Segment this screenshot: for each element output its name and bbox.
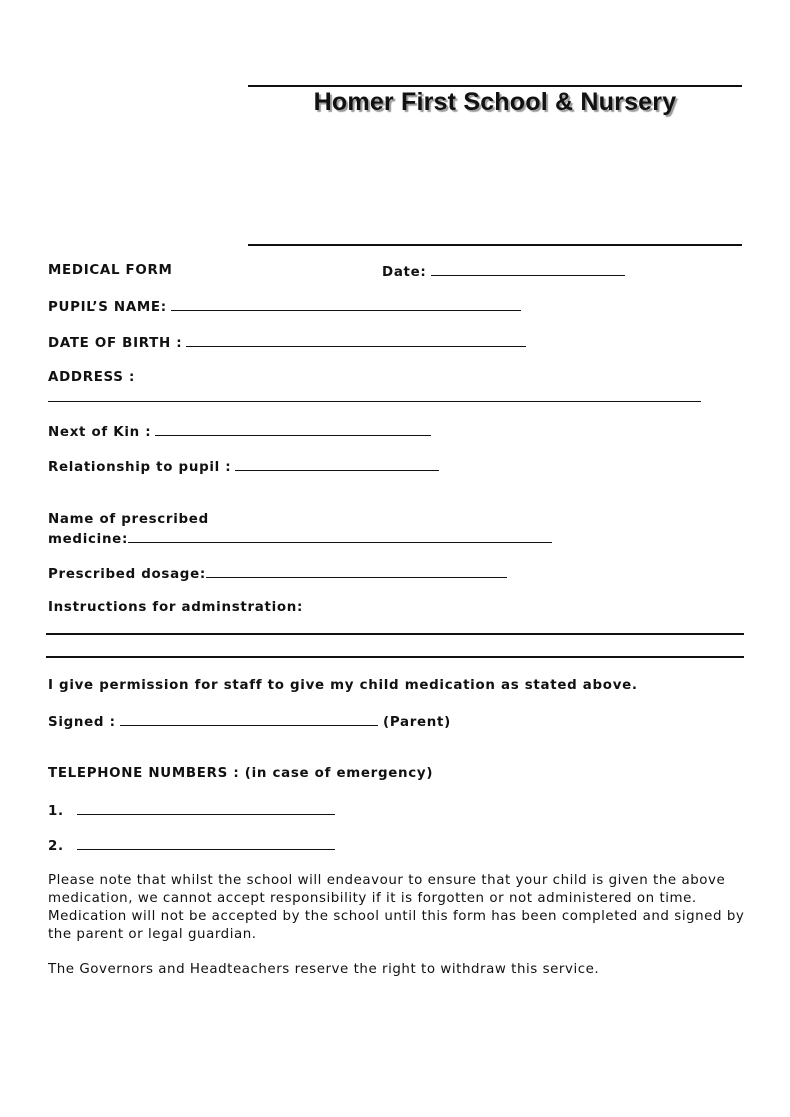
dob-row — [48, 334, 526, 351]
phone-2-field[interactable] — [77, 837, 335, 850]
medicine-field[interactable] — [128, 530, 552, 543]
pupil-name-field[interactable] — [171, 298, 521, 311]
pupil-name-row — [48, 298, 521, 315]
phone-1-row — [48, 802, 335, 819]
phone-2-row — [48, 837, 335, 854]
next-of-kin-label: Next of Kin : — [48, 425, 152, 440]
parent-label: (Parent) — [383, 715, 451, 730]
next-of-kin-row — [48, 423, 431, 440]
date-row — [382, 263, 625, 280]
signed-row — [48, 713, 451, 730]
date-field[interactable] — [431, 263, 625, 276]
next-of-kin-field[interactable] — [155, 423, 431, 436]
date-label: Date: — [382, 265, 427, 280]
relationship-row — [48, 458, 439, 475]
service-withdrawal-note: The Governors and Headteachers reserve the right to withdraw this service. — [48, 962, 600, 977]
dosage-row — [48, 565, 507, 582]
header-top-rule — [248, 85, 742, 87]
phone-2-label: 2. — [48, 839, 64, 854]
instructions-field-line-2[interactable] — [46, 656, 744, 658]
form-title: MEDICAL FORM — [48, 263, 173, 278]
header-bottom-rule — [248, 244, 742, 246]
address-label: ADDRESS : — [48, 370, 136, 385]
medicine-row — [48, 530, 552, 547]
signed-label: Signed : — [48, 715, 116, 730]
pupil-name-label: PUPIL’S NAME: — [48, 300, 167, 315]
signature-field[interactable] — [120, 713, 378, 726]
relationship-field[interactable] — [235, 458, 439, 471]
dob-label: DATE OF BIRTH : — [48, 336, 183, 351]
instructions-field-line-1[interactable] — [46, 633, 744, 635]
instructions-label: Instructions for adminstration: — [48, 600, 304, 615]
dosage-label: Prescribed dosage: — [48, 567, 206, 582]
relationship-label: Relationship to pupil : — [48, 460, 232, 475]
permission-statement: I give permission for staff to give my child medication as stated above. — [48, 678, 638, 693]
telephone-heading: TELEPHONE NUMBERS : (in case of emergency) — [48, 766, 434, 781]
dob-field[interactable] — [186, 334, 526, 347]
phone-1-label: 1. — [48, 804, 64, 819]
phone-1-field[interactable] — [77, 802, 335, 815]
disclaimer-paragraph: Please note that whilst the school will endeavour to ensure that your child is given the above medication, we cannot accept responsibility if it is forgotten or not administered on time. Medication will not be accepted by the school until this form has been completed and signed by the parent or legal guardian. — [48, 873, 745, 942]
address-field[interactable] — [48, 389, 701, 402]
medicine-label-line-2: medicine: — [48, 532, 129, 547]
dosage-field[interactable] — [206, 565, 507, 578]
medicine-label-line-1: Name of prescribed — [48, 512, 209, 527]
school-name-heading: Homer First School & Nursery — [313, 88, 677, 116]
